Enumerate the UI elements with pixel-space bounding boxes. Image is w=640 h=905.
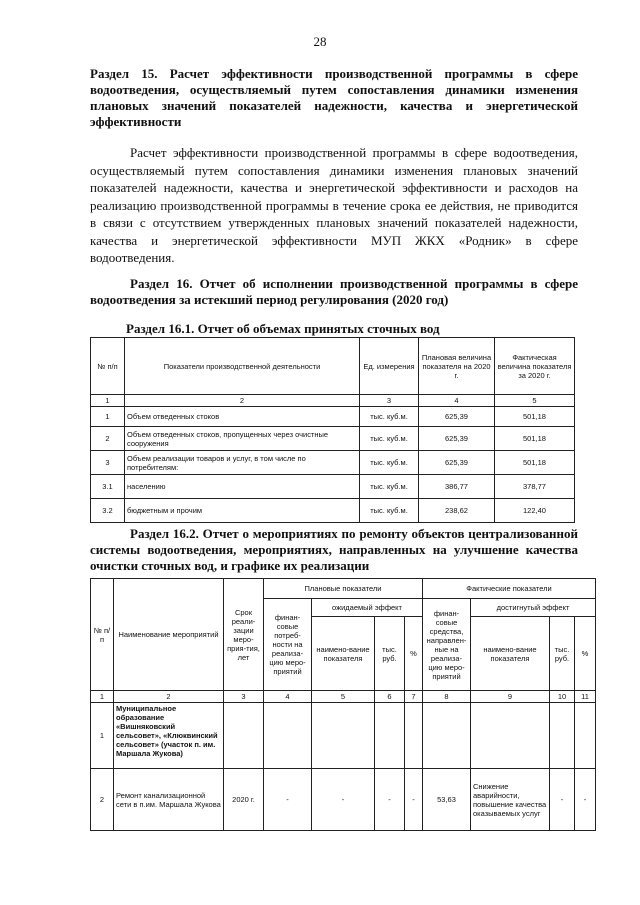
row-plan: 625,39: [419, 407, 495, 427]
col-number: 7: [405, 691, 423, 703]
col-number: 8: [423, 691, 471, 703]
header-plan-fin: финан-совые потреб-ности на реализа-цию меро-приятий: [264, 599, 312, 691]
header-plan: Плановая величина показателя на 2020 г.: [419, 338, 495, 395]
row-num: 3: [91, 451, 125, 475]
row-unit: тыс. куб.м.: [360, 499, 419, 523]
row-num: 1: [91, 407, 125, 427]
row-unit: тыс. куб.м.: [360, 427, 419, 451]
header-plan-pct: %: [405, 617, 423, 691]
section-15-body: Расчет эффективности производственной программы в сфере водоотведения, осуществляемый путем сопоставления динамики изменения плановых значений показателей надежности, качества и энергетической эффективности и расходов на реализацию производственной программы в течение срока ее действия, не приводится в связи с отсутствием утвержденных плановых значений показателей надежности, качества и энергетической эффективности МУП ЖКХ «Родник» в сфере водоотведения.: [90, 145, 578, 265]
row-unit: тыс. куб.м.: [360, 475, 419, 499]
col-number: 10: [550, 691, 575, 703]
col-number: 6: [375, 691, 405, 703]
plan-indicator: -: [312, 769, 375, 831]
table-row: [91, 769, 596, 831]
row-fact: 501,18: [495, 427, 575, 451]
table-row: [91, 703, 596, 769]
col-number: 1: [91, 395, 125, 407]
header-term: Срок реали-зации меро-прия-тия, лет: [224, 579, 264, 691]
section-16-1-heading: Раздел 16.1. Отчет об объемах принятых сточных вод: [126, 321, 440, 336]
fact-pct: -: [575, 769, 596, 831]
header-fact-ind: наимено-вание показателя: [471, 617, 550, 691]
section-16-heading: Раздел 16. Отчет об исполнении производственной программы в сфере водоотведения за истекший период регулирования (2020 год): [90, 276, 578, 307]
row-name: Объем отведенных стоков, пропущенных через очистные сооружения: [125, 427, 360, 451]
col-number: 2: [125, 395, 360, 407]
header-fact-group: Фактические показатели: [423, 579, 596, 599]
row-fact: 378,77: [495, 475, 575, 499]
row-num: 1: [91, 703, 114, 769]
header-fact-fin: финан-совые средства, направлен-ные на реализа-цию меро-приятий: [423, 599, 471, 691]
plan-rub: -: [375, 769, 405, 831]
col-number: 9: [471, 691, 550, 703]
row-num: 2: [91, 769, 114, 831]
fact-rub: -: [550, 769, 575, 831]
column-numbers-row: [91, 691, 596, 703]
column-numbers-row: [91, 395, 575, 407]
col-number: 4: [419, 395, 495, 407]
row-name: Объем реализации товаров и услуг, в том числе по потребителям:: [125, 451, 360, 475]
table-row: [91, 451, 575, 475]
row-unit: тыс. куб.м.: [360, 407, 419, 427]
col-number: 5: [495, 395, 575, 407]
row-fact: 122,40: [495, 499, 575, 523]
header-plan-group: Плановые показатели: [264, 579, 423, 599]
row-num: 2: [91, 427, 125, 451]
table-row: [91, 475, 575, 499]
col-number: 5: [312, 691, 375, 703]
table-row: [91, 407, 575, 427]
header-num: № п/ п: [91, 579, 114, 691]
measure-term: 2020 г.: [224, 769, 264, 831]
plan-pct: -: [405, 769, 423, 831]
plan-fin: -: [264, 769, 312, 831]
row-num: 3.1: [91, 475, 125, 499]
row-name: бюджетным и прочим: [125, 499, 360, 523]
row-plan: 625,39: [419, 427, 495, 451]
fact-indicator: Снижение аварийности, повышение качества оказываемых услуг: [471, 769, 550, 831]
table-header-row: [91, 579, 596, 599]
row-plan: 625,39: [419, 451, 495, 475]
row-fact: 501,18: [495, 451, 575, 475]
table-row: [91, 499, 575, 523]
volumes-table: [90, 337, 575, 523]
header-name: Наименование мероприятий: [114, 579, 224, 691]
row-unit: тыс. куб.м.: [360, 451, 419, 475]
col-number: 11: [575, 691, 596, 703]
municipality-name: Муниципальное образование «Вишняковский сельсовет», «Клюквинский сельсовет» (участок п. им. Маршала Жукова): [114, 703, 224, 769]
row-plan: 238,62: [419, 499, 495, 523]
header-plan-rub: тыс. руб.: [375, 617, 405, 691]
header-unit: Ед. измерения: [360, 338, 419, 395]
header-achieved: достигнутый эффект: [471, 599, 596, 617]
header-fact: Фактическая величина показателя за 2020 г.: [495, 338, 575, 395]
page-number: 28: [313, 34, 327, 49]
table-row: [91, 427, 575, 451]
header-num: № п/п: [91, 338, 125, 395]
row-name: Объем отведенных стоков: [125, 407, 360, 427]
row-num: 3.2: [91, 499, 125, 523]
row-plan: 386,77: [419, 475, 495, 499]
measures-table: [90, 578, 596, 831]
fact-fin: 53,63: [423, 769, 471, 831]
col-number: 1: [91, 691, 114, 703]
section-15-heading: Раздел 15. Расчет эффективности производственной программы в сфере водоотведения, осуществляемый путем сопоставления динамики изменения плановых значений показателей надежности, качества и энергетической эффективности: [90, 66, 578, 129]
table-header-row: [91, 338, 575, 395]
header-indicator: Показатели производственной деятельности: [125, 338, 360, 395]
col-number: 2: [114, 691, 224, 703]
section-16-2-heading: Раздел 16.2. Отчет о мероприятиях по ремонту объектов централизованной системы водоотведения, мероприятиях, направленных на улучшение качества очистки сточных вод, и графике их реализации: [90, 526, 578, 573]
header-fact-pct: %: [575, 617, 596, 691]
row-name: населению: [125, 475, 360, 499]
col-number: 4: [264, 691, 312, 703]
header-plan-ind: наимено-вание показателя: [312, 617, 375, 691]
col-number: 3: [360, 395, 419, 407]
measure-name: Ремонт канализационной сети в п.им. Маршала Жукова: [114, 769, 224, 831]
row-fact: 501,18: [495, 407, 575, 427]
col-number: 3: [224, 691, 264, 703]
header-expected: ожидаемый эффект: [312, 599, 423, 617]
header-fact-rub: тыс. руб.: [550, 617, 575, 691]
